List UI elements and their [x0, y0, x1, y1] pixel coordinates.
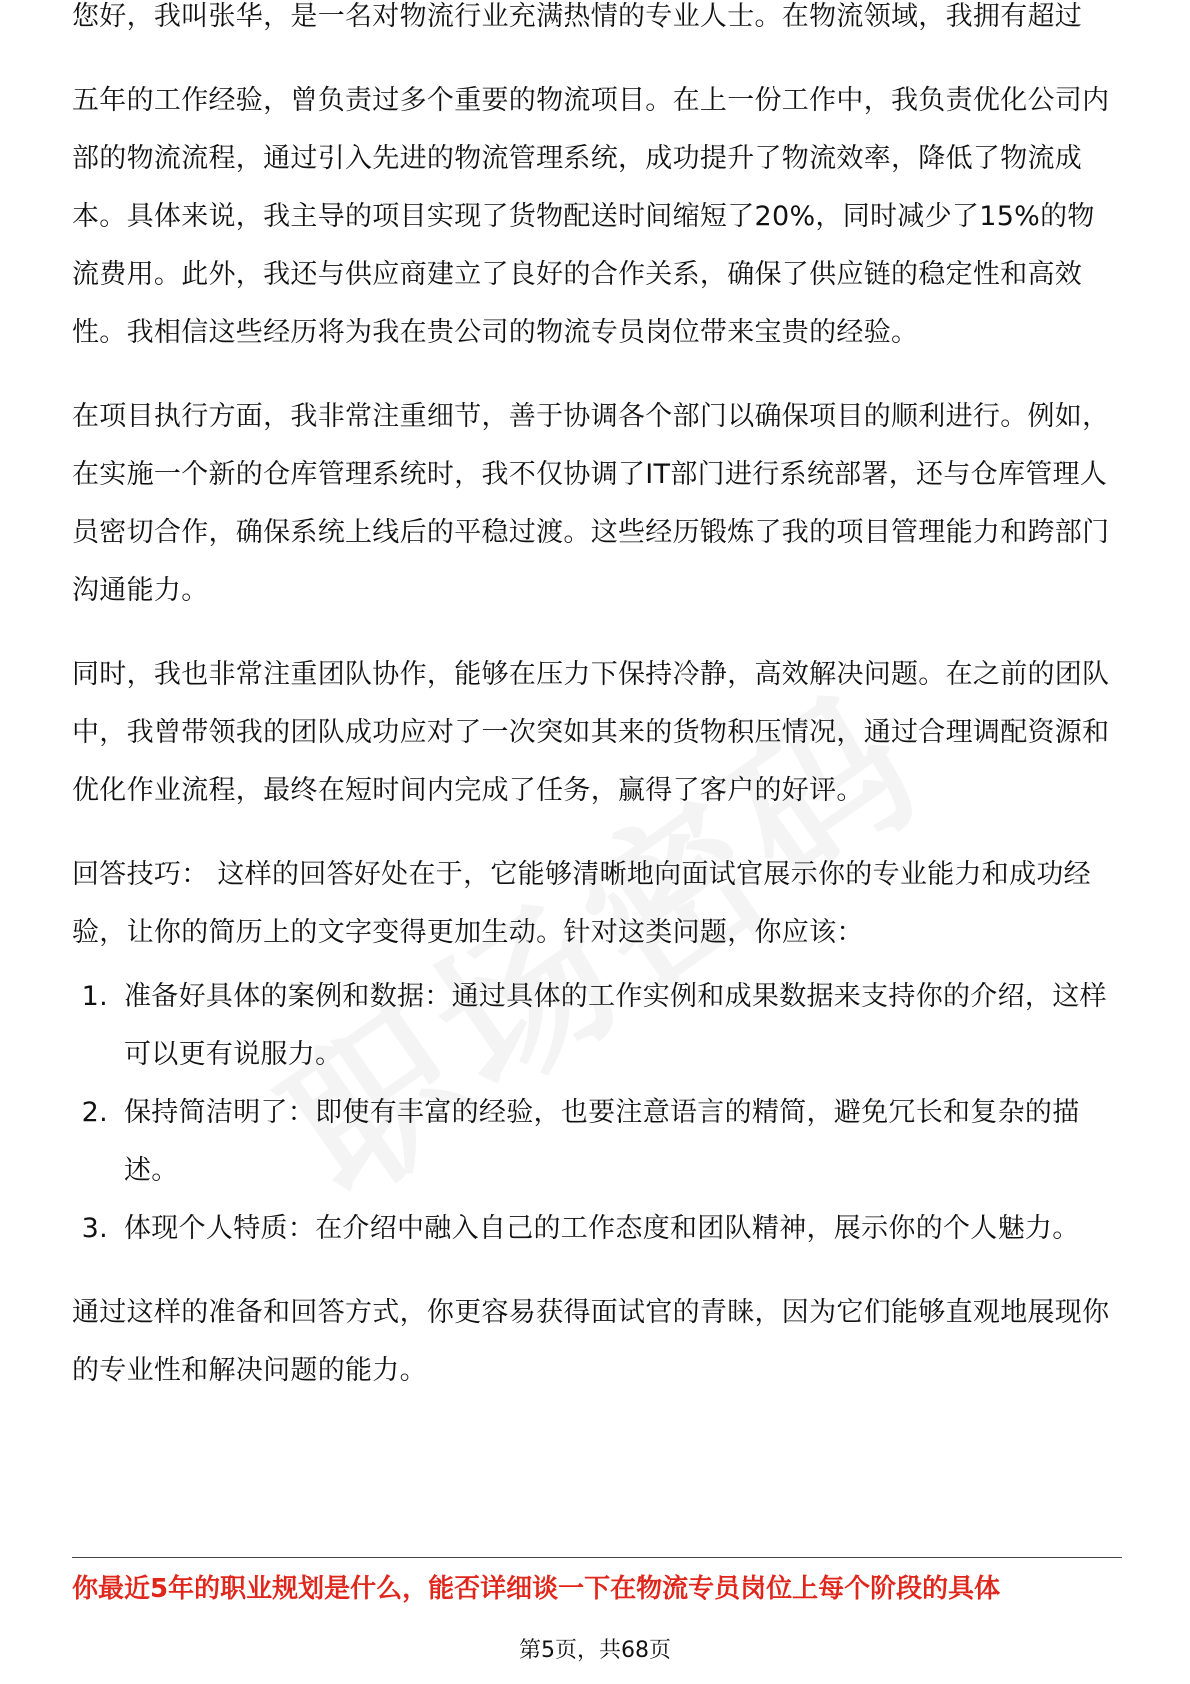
paragraph-cut-line: 您好，我叫张华，是一名对物流行业充满热情的专业人士。在物流领域，我拥有超过 [72, 1, 1083, 32]
list-item [72, 968, 1122, 1084]
list-item [72, 1084, 1122, 1200]
paragraph-teamwork: 同时，我也非常注重团队协作，能够在压力下保持冷静，高效解决问题。在之前的团队中，我曾带领我的团队成功应对了一次突如其来的货物积压情况，通过合理调配资源和优化作业流程，最终在短时间内完成了任务，赢得了客户的好评。 [72, 659, 1110, 806]
section-divider [72, 1557, 1122, 1558]
paragraph-experience: 五年的工作经验，曾负责过多个重要的物流项目。在上一份工作中，我负责优化公司内部的物流流程，通过引入先进的物流管理系统，成功提升了物流效率，降低了物流成本。具体来说，我主导的项目实现了货物配送时间缩短了20%，同时减少了15%的物流费用。此外，我还与供应商建立了良好的合作关系，确保了供应链的稳定性和高效性。我相信这些经历将为我在贵公司的物流专员岗位带来宝贵的经验。 [72, 85, 1110, 348]
list-item-number: 3. [81, 1213, 108, 1244]
list-item-text: 体现个人特质：在介绍中融入自己的工作态度和团队精神，展示你的个人魅力。 [124, 1213, 1080, 1244]
list-item-text: 准备好具体的案例和数据：通过具体的工作实例和成果数据来支持你的介绍，这样可以更有说服力。 [124, 981, 1107, 1070]
paragraph-answer-tips: 回答技巧： 这样的回答好处在于，它能够清晰地向面试官展示你的专业能力和成功经验，让你的简历上的文字变得更加生动。针对这类问题，你应该： [72, 859, 1091, 948]
list-item [72, 1200, 1122, 1258]
paragraph-project-execution: 在项目执行方面，我非常注重细节，善于协调各个部门以确保项目的顺利进行。例如，在实施一个新的仓库管理系统时，我不仅协调了IT部门进行系统部署，还与仓库管理人员密切合作，确保系统上线后的平稳过渡。这些经历锻炼了我的项目管理能力和跨部门沟通能力。 [72, 401, 1110, 606]
page-number: 第5页，共68页 [519, 1638, 671, 1663]
paragraph-closing: 通过这样的准备和回答方式，你更容易获得面试官的青睐，因为它们能够直观地展现你的专业性和解决问题的能力。 [72, 1297, 1110, 1386]
list-item-text: 保持简洁明了：即使有丰富的经验，也要注意语言的精简，避免冗长和复杂的描述。 [124, 1097, 1080, 1186]
document-body [72, 1, 1122, 1426]
list-item-number: 2. [81, 1097, 108, 1128]
next-question-heading: 你最近5年的职业规划是什么，能否详细谈一下在物流专员岗位上每个阶段的具体 [72, 1574, 1001, 1604]
tips-list [72, 968, 1122, 1258]
list-item-number: 1. [81, 981, 108, 1012]
